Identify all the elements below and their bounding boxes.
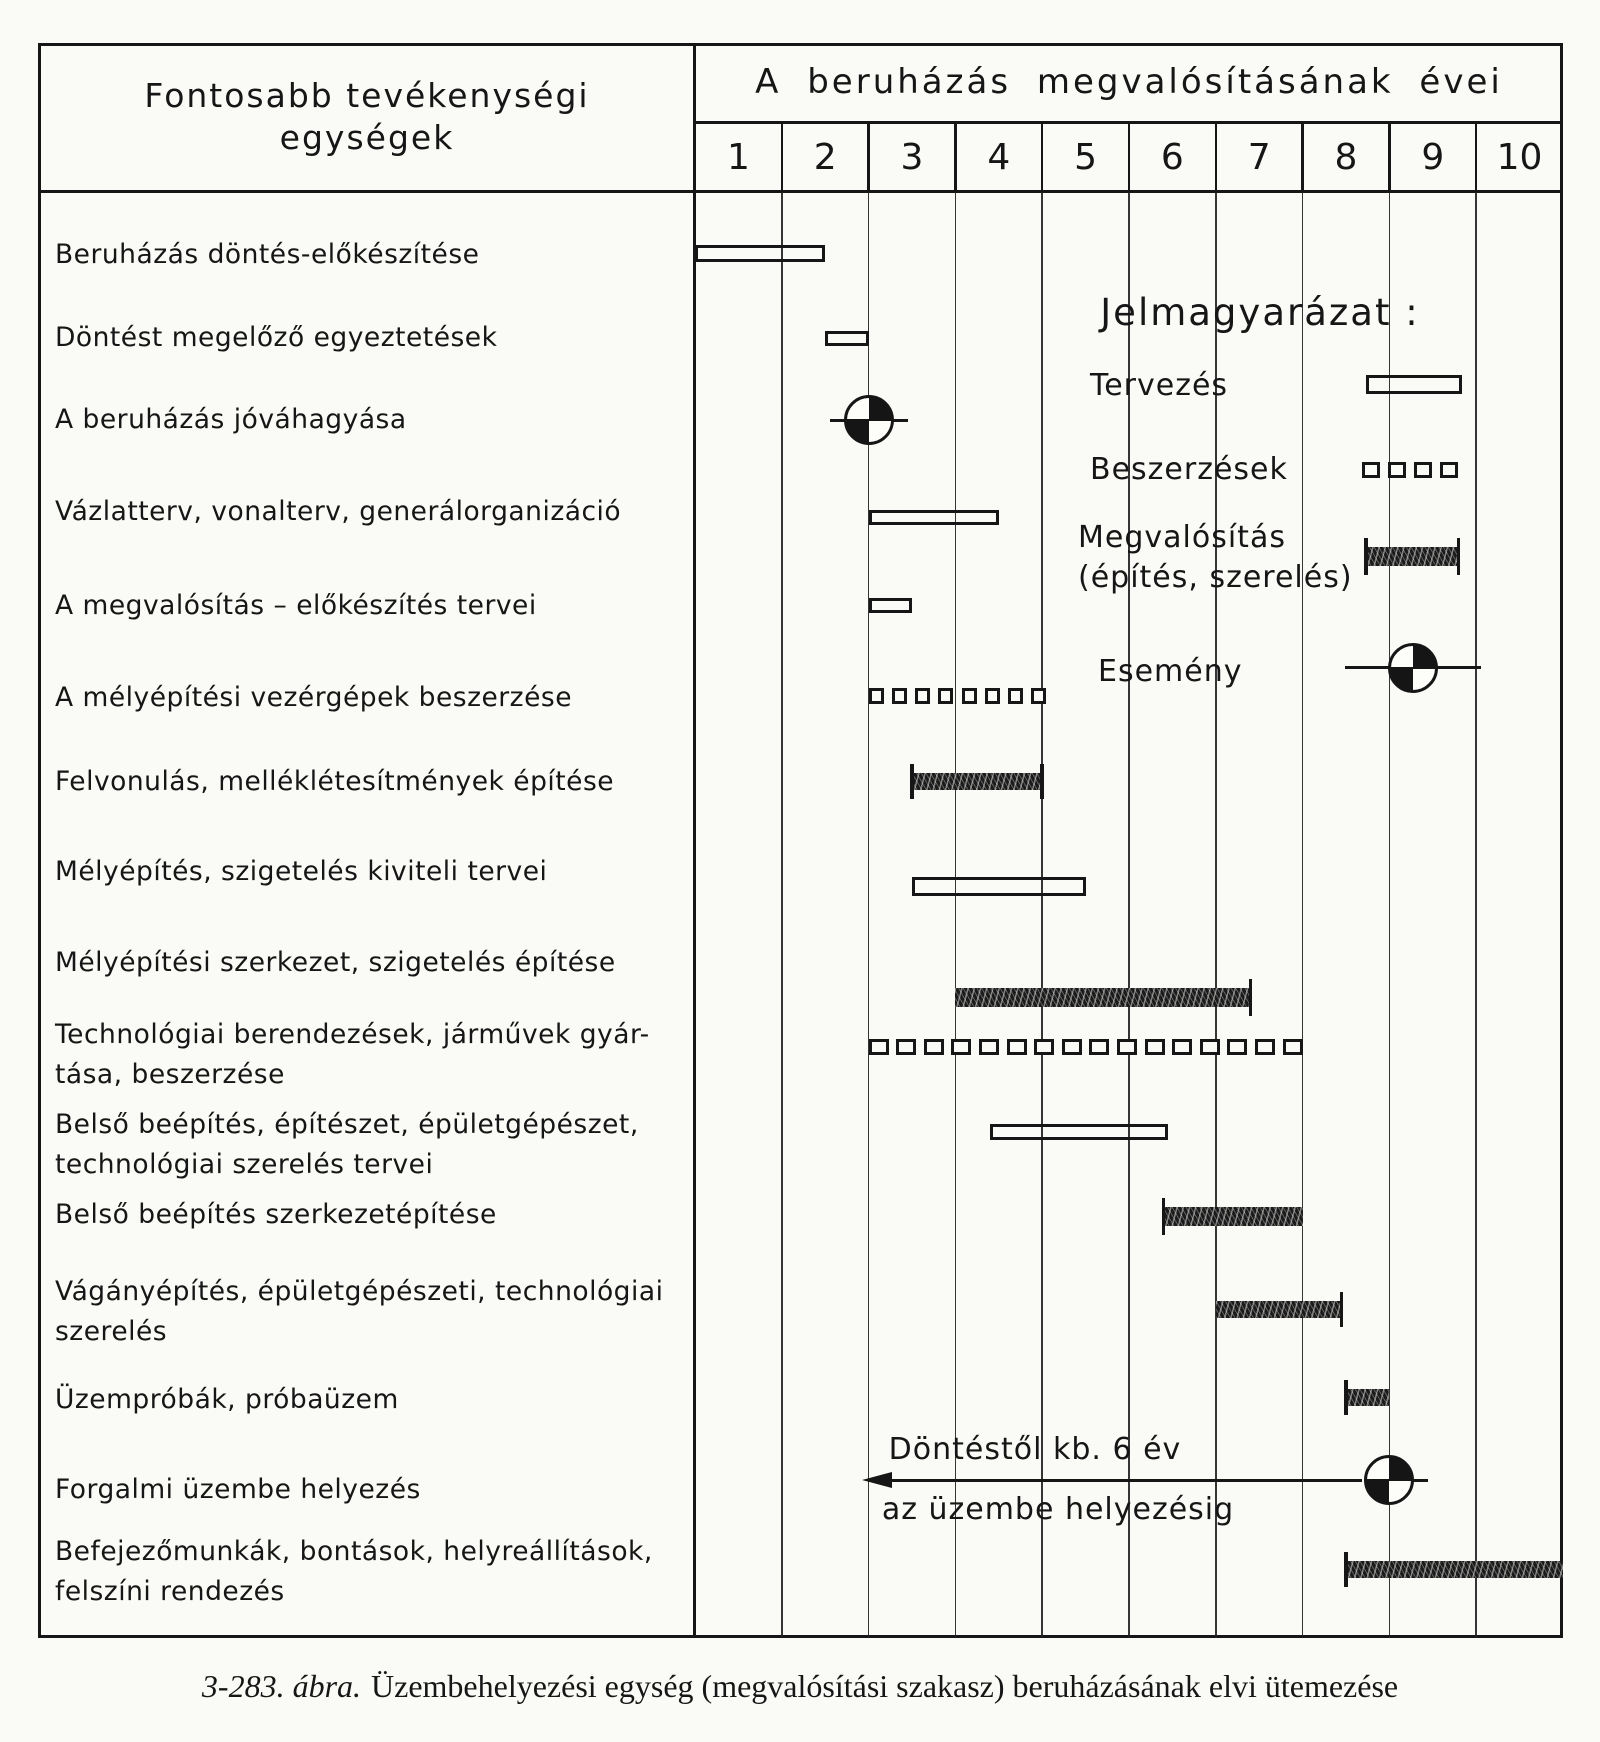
activity-label-line: Felvonulás, melléklétesítmények építése xyxy=(55,766,615,797)
activity-label-line: Beruházás döntés-előkészítése xyxy=(55,239,480,270)
arrow-left-icon xyxy=(862,1472,892,1488)
planning-bar xyxy=(695,245,825,262)
year-cell: 1 xyxy=(726,136,750,178)
year-gridline xyxy=(1041,192,1043,1638)
legend-label-beszerzesek: Beszerzések xyxy=(1090,452,1288,487)
year-header-separator xyxy=(954,123,957,192)
year-header-separator xyxy=(781,123,784,192)
activity-label-line: Belső beépítés, építészet, épületgépészet, xyxy=(55,1109,639,1140)
year-gridline xyxy=(955,192,957,1638)
square-icon xyxy=(1255,1039,1275,1055)
year-cell: 10 xyxy=(1496,136,1543,178)
activity-label xyxy=(55,1195,680,1235)
square-icon xyxy=(1145,1039,1165,1055)
square-icon xyxy=(1227,1039,1247,1055)
bar-end-tick xyxy=(1249,979,1253,1016)
square-icon xyxy=(1062,1039,1082,1055)
year-gridline xyxy=(1128,192,1130,1638)
activity-label-line: Vázlatterv, vonalterv, generálorganizáció xyxy=(55,496,622,527)
planning-bar xyxy=(825,331,868,346)
square-icon xyxy=(1007,1039,1027,1055)
square-icon xyxy=(1283,1039,1303,1055)
year-cell: 5 xyxy=(1074,136,1098,178)
square-icon xyxy=(896,1039,916,1055)
square-icon xyxy=(1414,462,1432,478)
bar-end-tick xyxy=(1344,1552,1348,1587)
activity-label-line: Forgalmi üzembe helyezés xyxy=(55,1474,421,1505)
legend-dashed-squares-icon xyxy=(1362,459,1458,480)
bar-end-tick xyxy=(1040,764,1044,799)
year-cell: 4 xyxy=(987,136,1011,178)
bar-end-tick xyxy=(1344,1380,1348,1415)
square-icon xyxy=(1034,1039,1054,1055)
legend-event-circle-icon xyxy=(1388,643,1438,693)
caption-text: Üzembehelyezési egység (megvalósítási szakasz) beruházásának elvi ütemezése xyxy=(371,1668,1399,1704)
square-icon xyxy=(1388,462,1406,478)
left-header-line1: Fontosabb tevékenységi xyxy=(144,76,590,115)
year-header-separator xyxy=(1301,123,1304,192)
square-icon xyxy=(1362,462,1380,478)
square-icon xyxy=(962,688,977,704)
square-icon xyxy=(979,1039,999,1055)
year-cell: 3 xyxy=(900,136,924,178)
activity-label xyxy=(55,492,680,532)
square-icon xyxy=(1117,1039,1137,1055)
implementation-bar xyxy=(1346,1389,1389,1406)
implementation-bar xyxy=(912,773,1042,790)
square-icon xyxy=(985,688,1000,704)
square-icon xyxy=(1200,1039,1220,1055)
legend-label-megvalositas-line1: Megvalósítás xyxy=(1078,520,1286,555)
figure-caption xyxy=(0,1668,1600,1705)
bar-end-tick xyxy=(910,764,914,799)
legend-label-megvalositas-line2: (építés, szerelés) xyxy=(1078,560,1353,595)
activity-label-line: tása, beszerzése xyxy=(55,1059,285,1090)
planning-bar xyxy=(869,510,999,525)
year-cell: 2 xyxy=(813,136,837,178)
bar-end-tick xyxy=(1340,1292,1344,1327)
square-icon xyxy=(869,1039,889,1055)
year-cell: 7 xyxy=(1247,136,1271,178)
legend-title: Jelmagyarázat : xyxy=(1100,291,1420,334)
activity-label xyxy=(55,678,680,718)
square-icon xyxy=(1031,688,1046,704)
square-icon xyxy=(938,688,953,704)
event-marker xyxy=(844,395,894,445)
year-gridline xyxy=(1302,192,1304,1638)
square-icon xyxy=(1440,462,1458,478)
year-header-separator xyxy=(1128,123,1131,192)
year-header-separator xyxy=(1475,123,1478,192)
activity-label xyxy=(55,318,680,358)
activity-label xyxy=(55,235,680,275)
activity-label-line: A beruházás jóváhagyása xyxy=(55,404,407,435)
activity-label xyxy=(55,1105,680,1185)
annotation-arrow-line xyxy=(868,1479,1362,1482)
year-cell: 8 xyxy=(1334,136,1358,178)
activity-label xyxy=(55,1532,680,1612)
legend-label-esemeny: Esemény xyxy=(1098,654,1243,689)
activity-label xyxy=(55,400,680,440)
implementation-bar xyxy=(955,988,1250,1007)
square-icon xyxy=(1172,1039,1192,1055)
activity-label xyxy=(55,762,680,802)
year-cell: 9 xyxy=(1421,136,1445,178)
year-header-separator xyxy=(1041,123,1044,192)
year-gridline xyxy=(1215,192,1217,1638)
activity-label xyxy=(55,1380,680,1420)
activity-label-line: Vágányépítés, épületgépészeti, technológiai xyxy=(55,1276,664,1307)
activity-label xyxy=(55,852,680,892)
activity-label xyxy=(55,1470,680,1510)
activity-label-line: felszíni rendezés xyxy=(55,1576,285,1607)
year-header-separator xyxy=(867,123,870,192)
years-header: A beruházás megvalósításának évei xyxy=(755,62,1503,102)
legend-open-bar-icon xyxy=(1366,375,1462,394)
year-header-separator xyxy=(1215,123,1218,192)
activity-label-line: Mélyépítés, szigetelés kiviteli tervei xyxy=(55,856,548,887)
implementation-bar xyxy=(1164,1207,1303,1226)
square-icon xyxy=(892,688,907,704)
legend-hatched-bar-icon xyxy=(1366,547,1458,566)
planning-bar xyxy=(990,1124,1168,1140)
implementation-bar xyxy=(1216,1301,1342,1318)
square-icon xyxy=(951,1039,971,1055)
year-gridline xyxy=(1475,192,1477,1638)
procurement-bar xyxy=(869,1038,1303,1056)
procurement-bar xyxy=(869,687,1047,705)
activity-label-line: Belső beépítés szerkezetépítése xyxy=(55,1199,497,1230)
square-icon xyxy=(924,1039,944,1055)
activity-label-line: Döntést megelőző egyeztetések xyxy=(55,322,498,353)
left-header-line2: egységek xyxy=(279,118,455,157)
activity-label-line: Üzempróbák, próbaüzem xyxy=(55,1384,399,1415)
activity-label-line: Mélyépítési szerkezet, szigetelés építése xyxy=(55,947,616,978)
activity-label xyxy=(55,586,680,626)
legend-label-tervezes: Tervezés xyxy=(1090,368,1229,403)
activity-label-line: A megvalósítás – előkészítés tervei xyxy=(55,590,537,621)
activity-label xyxy=(55,943,680,983)
activity-label-line: technológiai szerelés tervei xyxy=(55,1149,434,1180)
square-icon xyxy=(915,688,930,704)
annotation-arrow-stub xyxy=(1412,1479,1428,1482)
activity-label xyxy=(55,1015,680,1095)
bar-end-tick xyxy=(1457,538,1461,575)
activity-label-line: Befejezőmunkák, bontások, helyreállítások, xyxy=(55,1536,653,1567)
caption-number: 3-283. ábra. xyxy=(201,1668,362,1704)
annotation-line2: az üzembe helyezésig xyxy=(881,1492,1235,1527)
activity-label-line: Technológiai berendezések, járművek gyár- xyxy=(55,1019,650,1050)
year-header-separator xyxy=(1388,123,1391,192)
activity-label-line: szerelés xyxy=(55,1316,168,1347)
activity-label xyxy=(55,1272,680,1352)
square-icon xyxy=(1008,688,1023,704)
event-marker xyxy=(1364,1455,1414,1505)
planning-bar xyxy=(869,598,912,613)
year-cell: 6 xyxy=(1160,136,1184,178)
bar-end-tick xyxy=(1364,538,1368,575)
legend-label-megvalositas xyxy=(1078,518,1353,598)
activity-label-line: A mélyépítési vezérgépek beszerzése xyxy=(55,682,573,713)
implementation-bar xyxy=(1346,1561,1563,1578)
planning-bar xyxy=(912,877,1086,896)
bar-end-tick xyxy=(1162,1198,1166,1235)
year-gridline xyxy=(781,192,783,1638)
square-icon xyxy=(1089,1039,1109,1055)
annotation-line1: Döntéstől kb. 6 év xyxy=(888,1432,1182,1467)
year-gridline xyxy=(1389,192,1391,1638)
square-icon xyxy=(869,688,884,704)
